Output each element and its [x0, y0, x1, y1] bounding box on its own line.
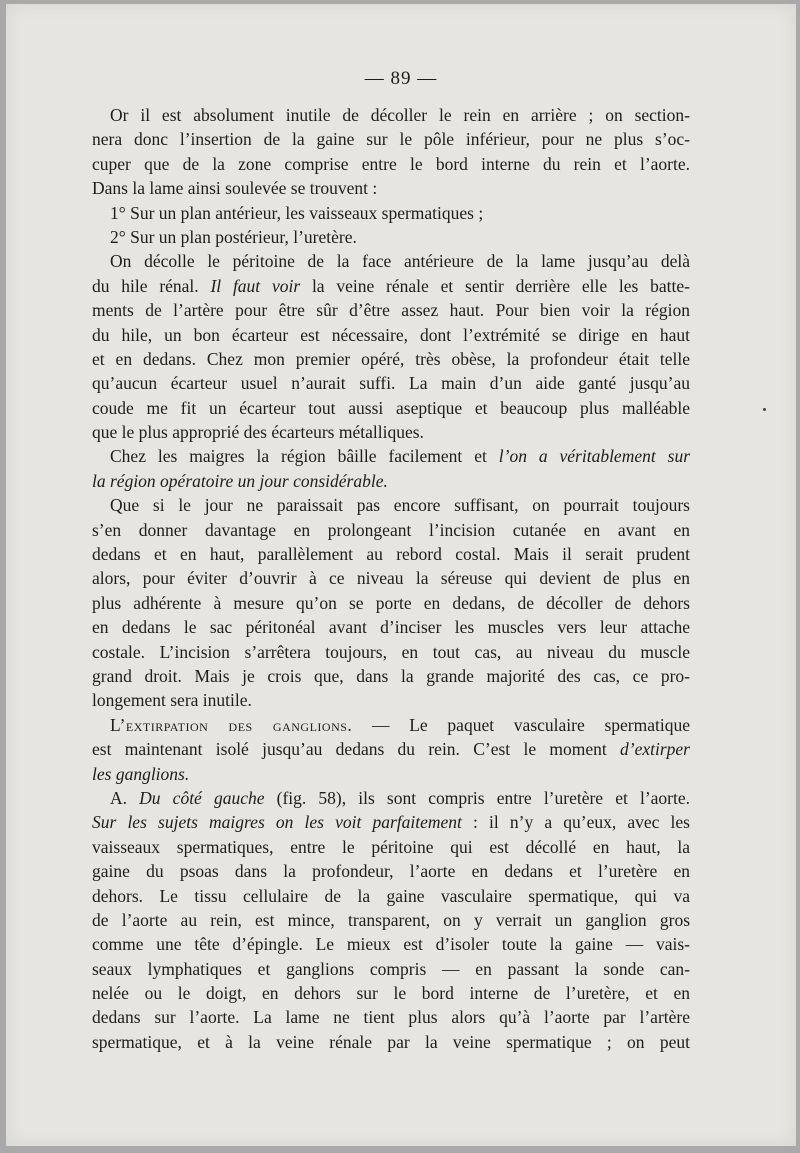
text-span: (fig. 58), ils sont compris entre l’uretère et l’aorte. — [264, 787, 691, 808]
text-line: dedans et en haut, parallèlement au rebord costal. Mais il serait prudent — [92, 544, 690, 565]
text-span: A. — [110, 787, 140, 808]
text-line: cuper que de la zone comprise entre le bord interne du rein et l’aorte. — [92, 153, 690, 174]
text-line: de l’aorte au rein, est mince, transparent, on y verrait un ganglion gros — [92, 909, 690, 930]
text-line — [92, 469, 690, 493]
text-line: seaux lymphatiques et ganglions compris — en passant la sonde can- — [92, 958, 690, 979]
page-number: — 89 — — [364, 68, 438, 89]
text-span: Chez les maigres la région bâille facilement et — [110, 446, 499, 467]
text-line — [92, 713, 690, 737]
text-line: qu’aucun écarteur usuel n’aurait suffi. La main d’un aide ganté jusqu’au — [92, 373, 690, 394]
italic-span: Sur les sujets maigres on les voit parfaitement — [92, 812, 462, 833]
text-span: du hile rénal. — [92, 275, 211, 296]
text-line: dedans sur l’aorte. La lame ne tient plus alors qu’à l’aorte par l’artère — [92, 1007, 690, 1028]
text-line: gaine du psoas dans la profondeur, l’aorte en dedans et l’uretère en — [92, 861, 690, 882]
text-line: dehors. Le tissu cellulaire de la gaine vasculaire spermatique, qui va — [92, 885, 690, 906]
text-line: Or il est absolument inutile de décoller le rein en arrière ; on section- — [110, 105, 690, 125]
list-item: 1° Sur un plan antérieur, les vaisseaux spermatiques ; — [110, 202, 484, 223]
text-line: nelée ou le doigt, en dehors sur le bord interne de l’uretère, et en — [92, 983, 690, 1004]
italic-span: la région opératoire un jour considérable. — [92, 470, 388, 491]
text-line: spermatique, et à la veine rénale par la veine spermatique ; on peut — [92, 1031, 690, 1052]
text-line: du hile, un bon écarteur est nécessaire, dont l’extrémité se dirige en haut — [92, 324, 690, 345]
text-line: ments de l’artère pour être sûr d’être assez haut. Pour bien voir la région — [92, 300, 690, 321]
text-line — [92, 786, 690, 810]
text-line: grand droit. Mais je crois que, dans la grande majorité des cas, ce pro- — [92, 665, 690, 686]
margin-speck — [763, 408, 766, 411]
text-span: — Le paquet vasculaire spermatique — [352, 714, 690, 735]
text-line: nera donc l’insertion de la gaine sur le pôle inférieur, pour ne plus s’oc- — [92, 129, 690, 150]
text-span: : il n’y a qu’eux, avec les — [461, 812, 690, 833]
italic-span: Il faut voir — [210, 275, 301, 296]
text-line: et en dedans. Chez mon premier opéré, très obèse, la profondeur était telle — [92, 348, 690, 369]
text-line: plus adhérente à mesure qu’on se porte en dedans, de décoller de dehors — [92, 592, 690, 613]
text-line: Dans la lame ainsi soulevée se trouvent : — [92, 178, 378, 199]
italic-span: Du côté gauche — [139, 787, 265, 808]
italic-span: l’on a véritablement sur — [498, 446, 690, 467]
text-line: longement sera inutile. — [92, 690, 252, 711]
text-line: coude me fit un écarteur tout aussi aseptique et beaucoup plus malléable — [92, 397, 690, 418]
text-span: est maintenant isolé jusqu’au dedans du rein. C’est le moment — [92, 739, 621, 760]
text-line: Que si le jour ne paraissait pas encore suffisant, on pourrait toujours — [110, 495, 690, 516]
text-line — [92, 762, 690, 786]
text-span: la veine rénale et sentir derrière elle les batte- — [300, 275, 690, 296]
text-line — [92, 810, 690, 834]
list-item: 2° Sur un plan postérieur, l’uretère. — [110, 226, 357, 247]
text-line: costale. L’incision s’arrêtera toujours, en tout cas, au niveau du muscle — [92, 641, 690, 662]
text-line: que le plus approprié des écarteurs métalliques. — [92, 422, 424, 443]
text-line — [92, 274, 690, 298]
document-page — [6, 4, 796, 1146]
text-line — [92, 737, 690, 761]
italic-span: d’extirper — [620, 739, 690, 760]
text-line: s’en donner davantage en prolongeant l’incision cutanée en avant en — [92, 519, 690, 540]
text-line: en dedans le sac péritonéal avant d’inciser les muscles vers leur attache — [92, 617, 690, 638]
section-heading: L’extirpation des ganglions. — [110, 714, 353, 735]
text-line — [92, 444, 690, 468]
italic-span: les ganglions. — [92, 763, 190, 784]
text-line: comme une tête d’épingle. Le mieux est d’isoler toute la gaine — vais- — [92, 934, 690, 955]
body-text — [92, 103, 690, 1054]
text-line: On décolle le péritoine de la face antérieure de la lame jusqu’au delà — [110, 251, 690, 272]
text-line: alors, pour éviter d’ouvrir à ce niveau la séreuse qui devient de plus en — [92, 568, 690, 589]
text-line: vaisseaux spermatiques, entre le péritoine qui est décollé en haut, la — [92, 836, 690, 857]
